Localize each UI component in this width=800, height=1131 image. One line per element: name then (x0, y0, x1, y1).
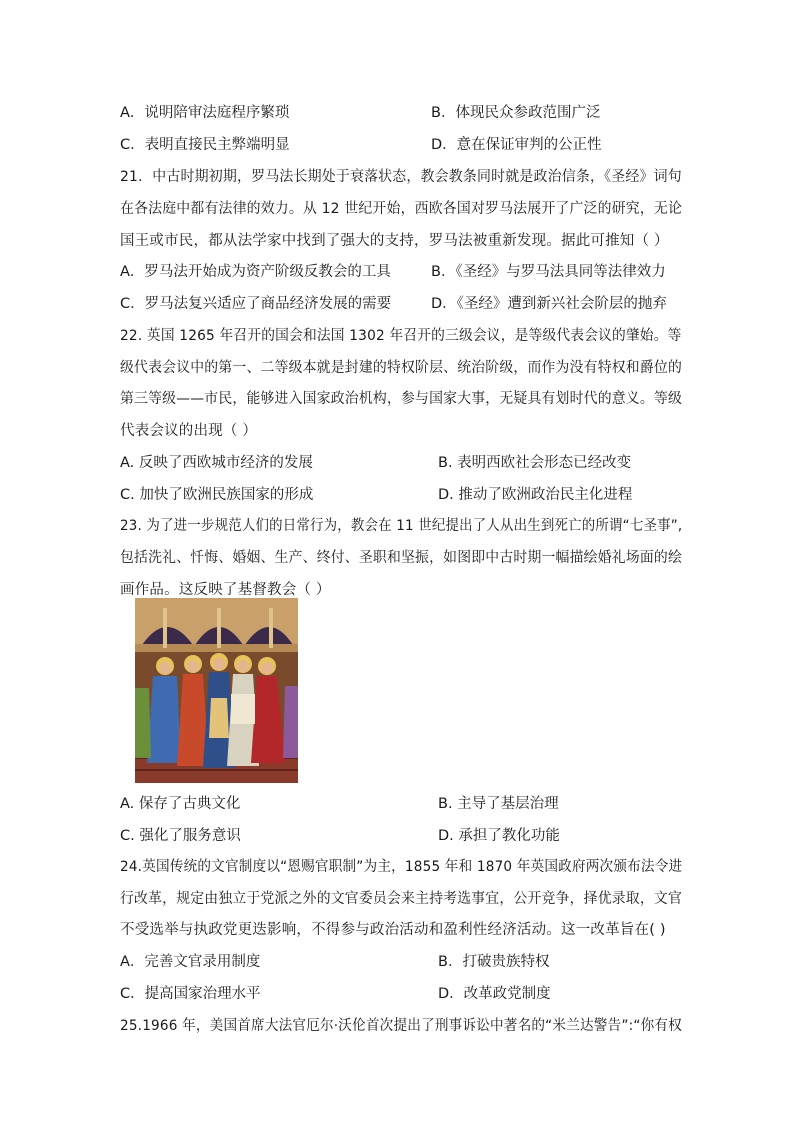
q20-option-b[interactable]: B．体现民众参政范围广泛 (431, 105, 601, 121)
q22-option-c[interactable]: C. 加快了欧洲民族国家的形成 (120, 487, 314, 503)
q21-stem-line-1: 21．中古时期初期，罗马法长期处于衰落状态，教会教条同时就是政治信条，《圣经》词句 (120, 169, 682, 185)
q22-stem-line-3: 第三等级——市民，能够进入国家政治机构，参与国家大事，无疑具有划时代的意义。等级 (120, 391, 683, 407)
wedding-painting-image (135, 598, 298, 783)
q20-option-c[interactable]: C．表明直接民主弊端明显 (120, 137, 290, 153)
q23-option-c[interactable]: C. 强化了服务意识 (120, 828, 241, 844)
q24-option-a[interactable]: A．完善文官录用制度 (120, 954, 261, 970)
q21-option-d[interactable]: D．《圣经》遭到新兴社会阶层的抛弃 (431, 296, 667, 312)
q22-stem-line-4: 代表会议的出现（ ） (120, 423, 258, 439)
q23-option-a[interactable]: A. 保存了古典文化 (120, 796, 241, 812)
q23-stem-line-3: 画作品。这反映了基督教会（ ） (120, 582, 331, 598)
q24-option-d[interactable]: D．改革政党制度 (438, 986, 551, 1002)
q22-stem-line-2: 级代表会议中的第一、二等级本就是封建的特权阶层、统治阶级，而作为没有特权和爵位的 (120, 360, 683, 376)
q22-option-d[interactable]: D. 推动了欧洲政治民主化进程 (438, 487, 633, 503)
q23-option-b[interactable]: B. 主导了基层治理 (438, 796, 559, 812)
q22-option-a[interactable]: A. 反映了西欧城市经济的发展 (120, 455, 313, 471)
q24-option-c[interactable]: C．提高国家治理水平 (120, 986, 261, 1002)
q23-stem-line-2: 包括洗礼、忏悔、婚姻、生产、终付、圣职和坚振，如图即中古时期一幅描绘婚礼场面的绘 (120, 550, 683, 566)
q21-option-c[interactable]: C．罗马法复兴适应了商品经济发展的需要 (120, 296, 392, 312)
wedding-painting-graphic (135, 598, 298, 783)
q21-stem-line-3: 国王或市民，都从法学家中找到了强大的支持，罗马法被重新发现。据此可推知（ ） (120, 233, 669, 249)
q20-option-a[interactable]: A．说明陪审法庭程序繁琐 (120, 105, 290, 121)
q24-stem-line-1: 24.英国传统的文官制度以“恩赐官职制”为主，1855 年和 1870 年英国政府两次颁布法令进 (120, 859, 683, 875)
q20-option-d[interactable]: D．意在保证审判的公正性 (431, 137, 602, 153)
q21-stem-line-2: 在各法庭中都有法律的效力。从 12 世纪开始，西欧各国对罗马法展开了广泛的研究，无论 (120, 201, 683, 217)
q22-option-b[interactable]: B. 表明西欧社会形态已经改变 (438, 455, 632, 471)
q24-stem-line-2: 行改革，规定由独立于党派之外的文官委员会来主持考选事宜，公开竞争，择优录取，文官 (120, 891, 683, 907)
q23-option-d[interactable]: D. 承担了教化功能 (438, 828, 560, 844)
q22-stem-line-1: 22. 英国 1265 年召开的国会和法国 1302 年召开的三级会议，是等级代表会议的肇始。等 (120, 328, 682, 344)
q21-option-a[interactable]: A．罗马法开始成为资产阶级反教会的工具 (120, 264, 391, 280)
q23-stem-line-1: 23. 为了进一步规范人们的日常行为，教会在 11 世纪提出了人从出生到死亡的所谓“七圣事”, (120, 518, 683, 534)
q24-stem-line-3: 不受选举与执政党更迭影响，不得参与政治活动和盈利性经济活动。这一改革旨在( ) (120, 922, 666, 938)
q21-option-b[interactable]: B．《圣经》与罗马法具同等法律效力 (431, 264, 666, 280)
q24-option-b[interactable]: B．打破贵族特权 (438, 954, 550, 970)
q25-stem-line-1: 25.1966 年，美国首席大法官厄尔·沃伦首次提出了刑事诉讼中著名的“米兰达警告”:“你有权 (120, 1018, 682, 1034)
